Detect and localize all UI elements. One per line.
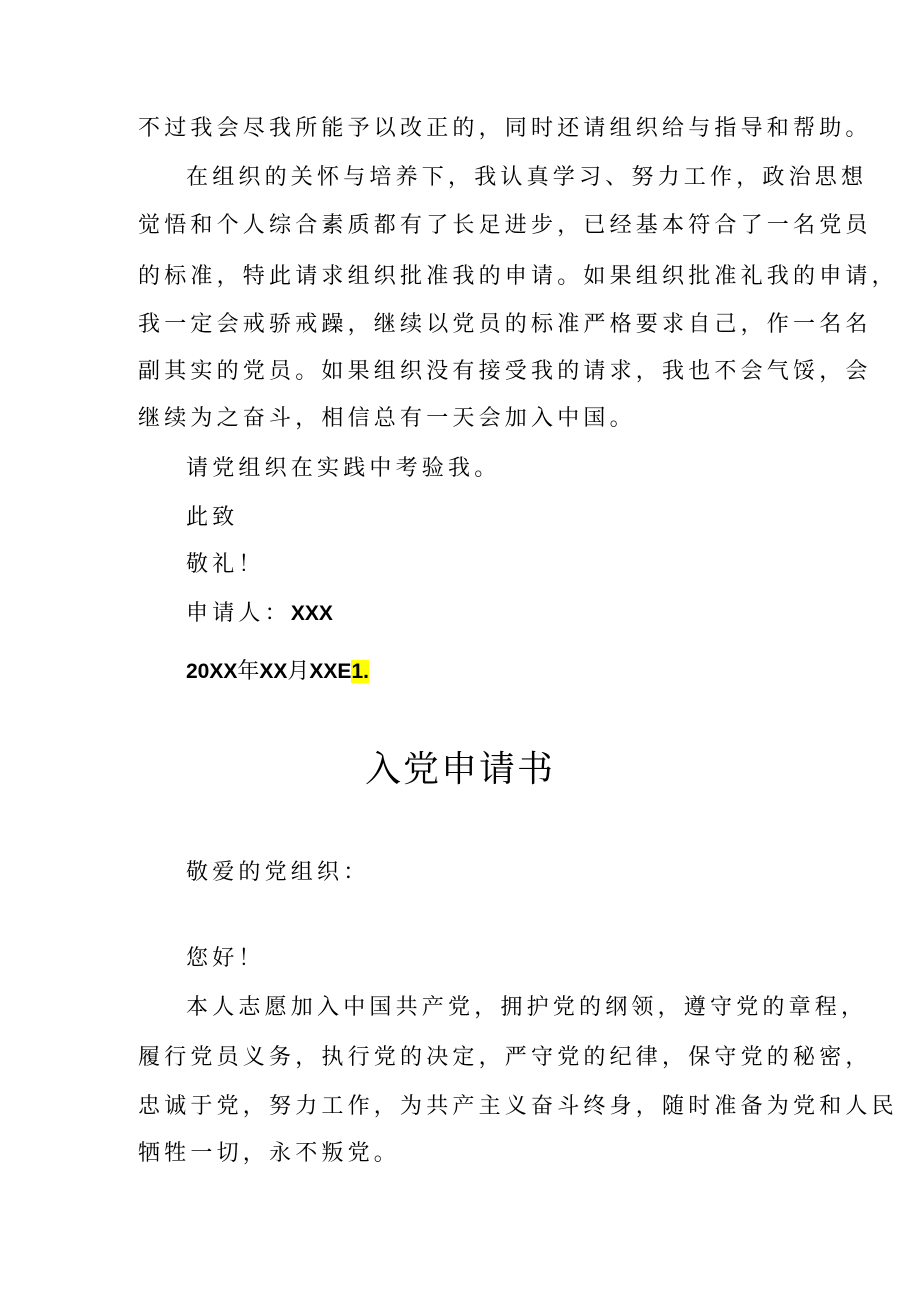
body-line: 的标准，特此请求组织批准我的申请。如果组织批准礼我的申请， [138,264,898,289]
body-line: 我一定会戒骄戒躁，继续以党员的标准严格要求自己，作一名名 [138,312,872,337]
closing-text: 此致 [186,505,239,530]
date-line [186,657,369,687]
hello-text: 您好！ [186,946,265,971]
date-month: XX [259,660,288,683]
body-line: 不过我会尽我所能予以改正的，同时还请组织给与指导和帮助。 [138,116,872,141]
body-line: 牺牲一切，永不叛党。 [138,1141,401,1166]
highlighted-date-fragment: 1. [351,660,369,683]
body-line: 本人志愿加入中国共产党，拥护党的纲领，遵守党的章程， [186,995,868,1020]
applicant-signature [186,599,333,629]
date-month-unit: 月 [287,659,310,684]
greeting-text: 敬爱的党组织： [186,860,370,885]
document-title: 入党申请书 [364,749,555,790]
date-year: 20XX [186,660,238,683]
body-line: 请党组织在实践中考验我。 [186,456,501,481]
date-day: XXE [309,660,352,683]
applicant-label: 申请人： [186,601,291,626]
date-year-unit: 年 [237,659,260,684]
applicant-name: XXX [290,602,333,625]
body-line: 继续为之奋斗，相信总有一天会加入中国。 [138,406,636,431]
body-line: 忠诚于党，努力工作，为共产主义奋斗终身，随时准备为党和人民 [138,1094,898,1119]
body-line: 在组织的关怀与培养下，我认真学习、努力工作，政治思想 [186,165,868,190]
body-line: 副其实的党员。如果组织没有接受我的请求，我也不会气馁，会 [138,359,872,384]
salutation-text: 敬礼！ [186,552,265,577]
body-line: 觉悟和个人综合素质都有了长足进步，已经基本符合了一名党员 [138,213,872,238]
body-line: 履行党员义务，执行党的决定，严守党的纪律，保守党的秘密， [138,1045,872,1070]
